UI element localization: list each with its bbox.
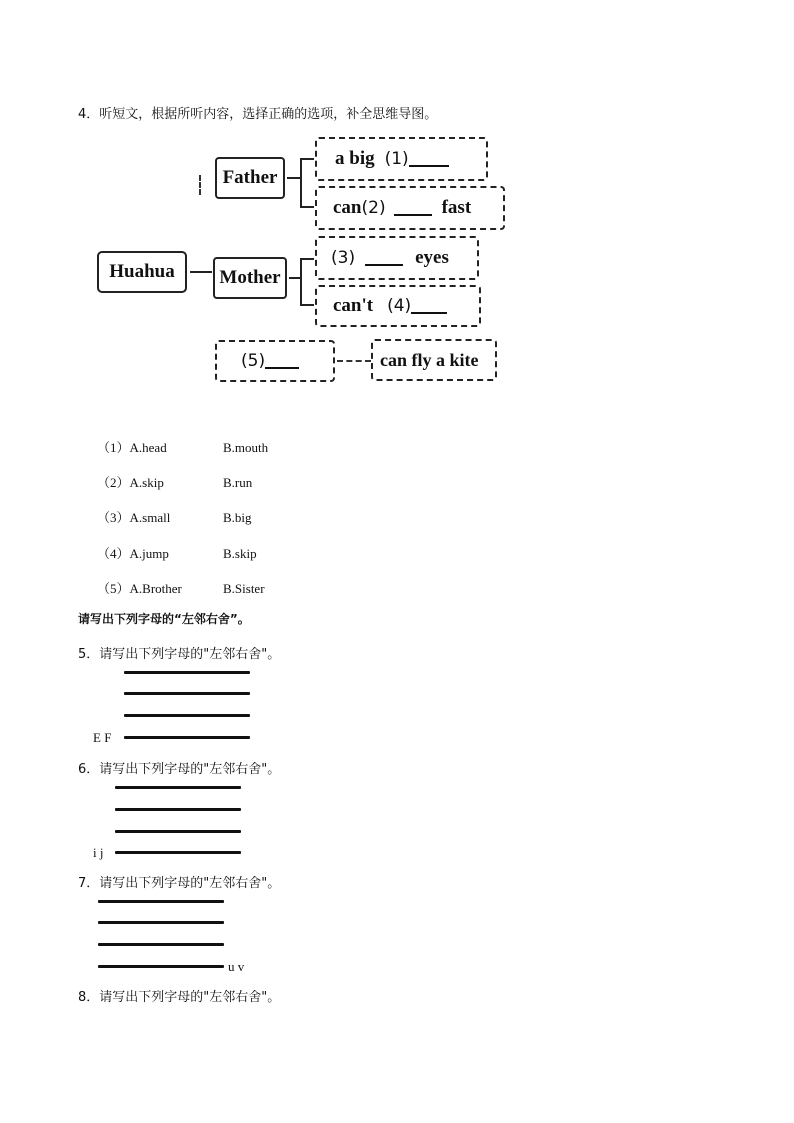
map-root-label: Huahua [109,261,175,282]
father-item2-text-a: can [333,197,362,218]
blank-1-number: (1) [384,149,409,169]
map-mother-item2 [315,285,481,327]
option-b: B.skip [223,546,257,561]
answer-line [124,692,250,695]
connector-dash [199,175,203,195]
answer-line [115,830,241,833]
answer-line [115,786,241,789]
connector-mother-branch [300,258,302,306]
option-row [97,543,257,562]
option-row [97,507,252,526]
answer-line [98,965,224,968]
section-title: 请写出下列字母的“左邻右舍”。 [78,612,250,626]
answer-line [124,714,250,717]
answer-line [124,736,250,739]
father-item2-text-b: fast [441,197,472,218]
option-number: （2） [97,475,130,490]
map-mother-label: Mother [219,267,281,288]
map-father-label: Father [222,167,278,188]
map-father [215,157,285,199]
q6-letters: i j [93,845,104,860]
connector-mother-top [300,258,314,260]
answer-line [98,900,224,903]
map-mother-item1 [315,236,479,280]
blank-4-number: (4) [387,296,412,316]
map-father-item2 [315,186,505,230]
connector-father [287,177,301,179]
father-item1-text: a big [335,148,375,169]
map-mother [213,257,287,299]
map-father-item1 [315,137,488,181]
blank-5-line [265,353,299,369]
option-row [97,437,268,456]
connector-father-bottom [300,206,314,208]
blank-1-line [409,151,449,167]
connector-third [337,360,371,362]
q7-title: 7．请写出下列字母的"左邻右舍"。 [78,876,281,891]
option-b: B.mouth [223,440,269,455]
answer-line [115,808,241,811]
answer-line [98,921,224,924]
connector-mother-bottom [300,304,314,306]
map-third-blank [215,340,335,382]
mother-item1-text: eyes [415,247,449,268]
q4-title: 4．听短文，根据所听内容，选择正确的选项，补全思维导图。 [78,107,438,122]
blank-2-line [394,200,432,216]
third-item-text: can fly a kite [380,349,479,370]
option-number: （1） [97,440,130,455]
option-number: （5） [97,581,130,596]
map-root-huahua [97,251,187,293]
option-a: A.skip [129,475,164,490]
q5-title: 5．请写出下列字母的"左邻右舍"。 [78,647,281,662]
option-a: A.small [129,510,171,525]
option-a: A.head [129,440,167,455]
q7-letters: u v [228,959,245,974]
q8-title: 8．请写出下列字母的"左邻右舍"。 [78,990,281,1005]
answer-line [98,943,224,946]
connector-father-top [300,158,314,160]
mind-map [0,0,794,400]
connector-root [190,271,212,273]
q6-title: 6．请写出下列字母的"左邻右舍"。 [78,762,281,777]
option-b: B.big [223,510,252,525]
blank-3-line [365,250,403,266]
option-b: B.run [223,475,253,490]
blank-4-line [411,298,447,314]
option-row [97,578,265,597]
option-number: （3） [97,510,130,525]
connector-father-branch [300,158,302,208]
q5-letters: E F [93,730,112,745]
blank-5-number: (5) [241,351,266,371]
mother-item2-text: can't [333,295,374,316]
option-a: A.jump [129,546,169,561]
blank-2-number: (2) [361,198,386,218]
option-a: A.Brother [129,581,182,596]
option-number: （4） [97,546,130,561]
map-third-item [371,339,497,381]
blank-3-number: (3) [331,248,356,268]
answer-line [115,851,241,854]
option-b: B.Sister [223,581,265,596]
answer-line [124,671,250,674]
option-row [97,472,252,491]
